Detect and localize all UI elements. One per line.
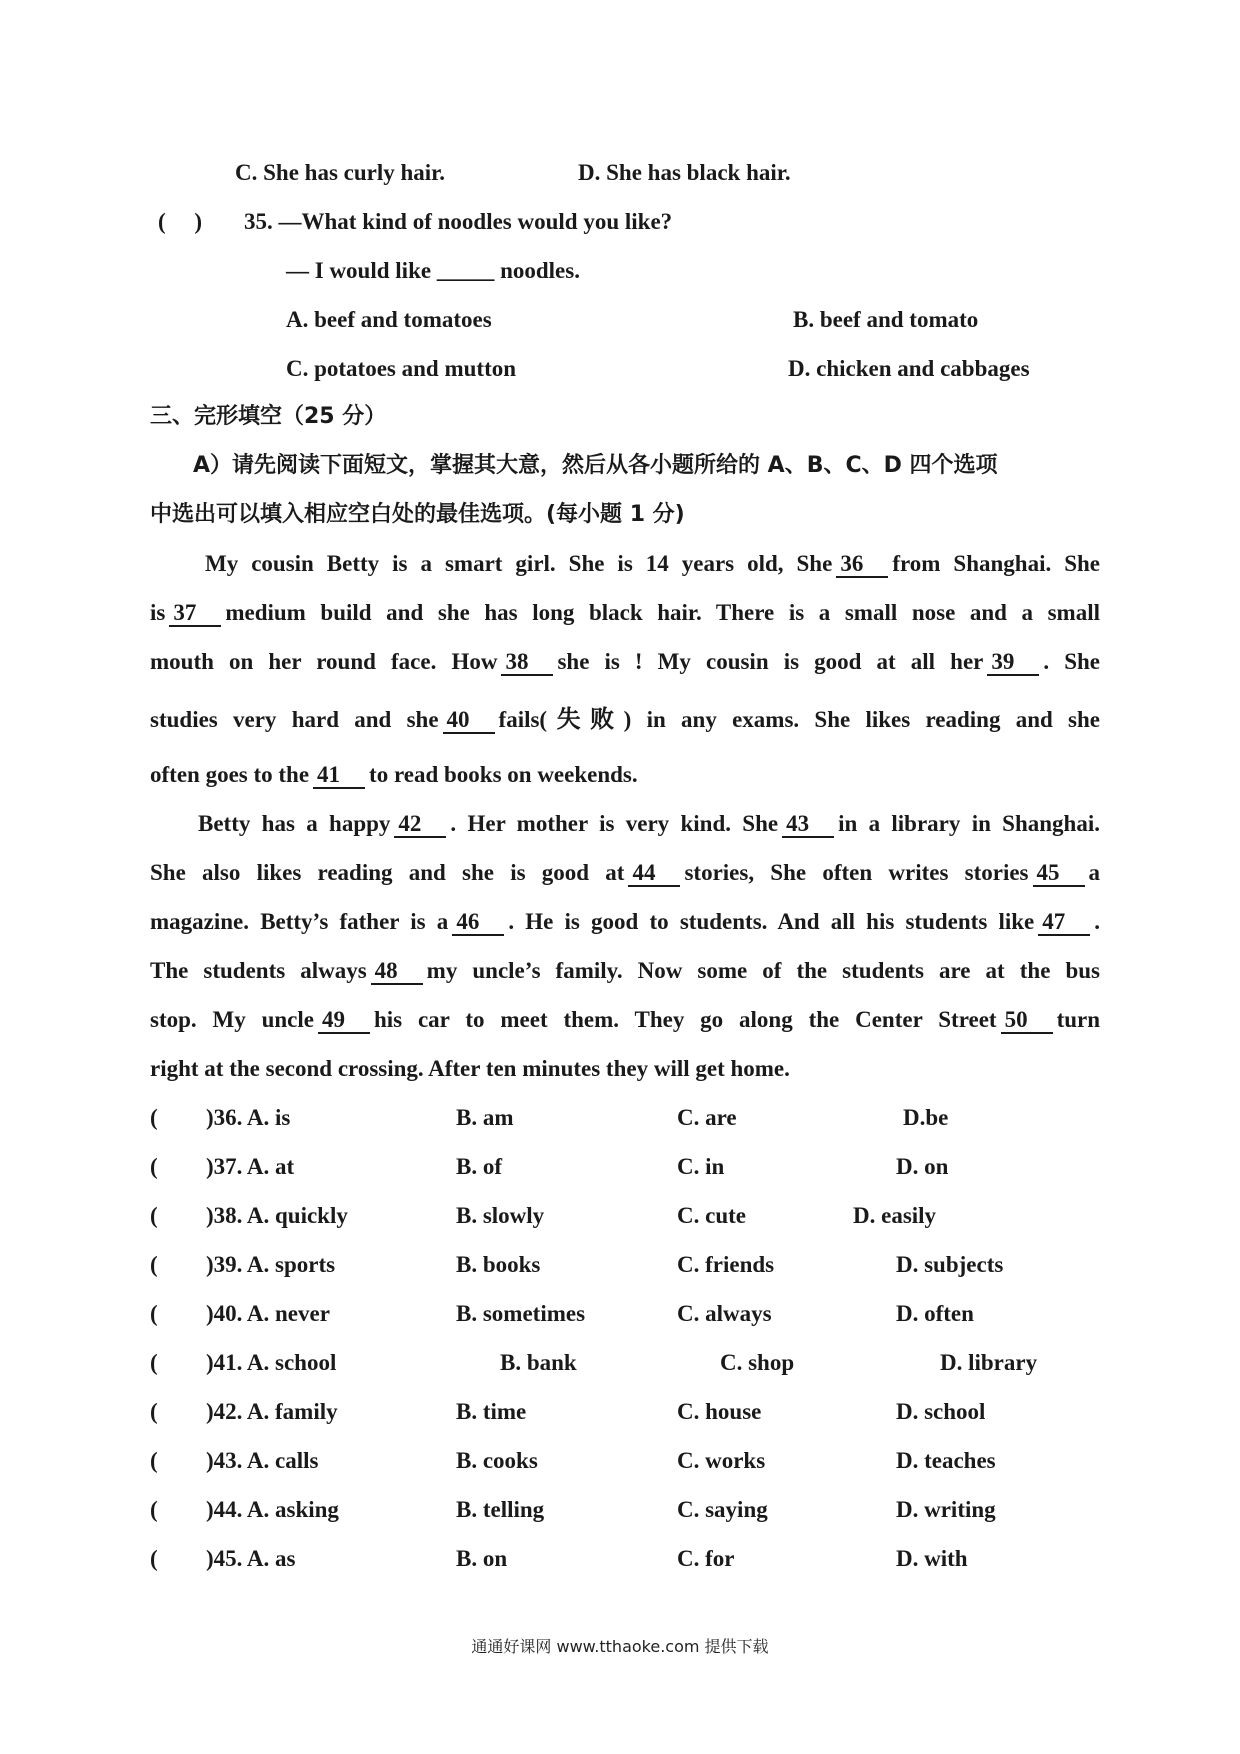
blank-44[interactable]: 44 [628,861,680,887]
choice-38-a: )38. A. quickly [206,1203,348,1228]
choice-40-b: B. sometimes [456,1301,586,1326]
blank-39[interactable]: 39 [987,650,1039,676]
choice-42-a: )42. A. family [206,1399,338,1424]
answer-bracket[interactable]: ( [150,1105,158,1130]
answer-bracket[interactable]: ( [150,1203,158,1228]
choice-37-c: C. in [677,1154,725,1179]
blank-50[interactable]: 50 [1001,1008,1053,1034]
choice-40-a: )40. A. never [206,1301,330,1326]
q35-stem [158,207,672,237]
choice-41-d: D. library [940,1350,1038,1375]
choice-41-a: )41. A. school [206,1350,337,1375]
choice-44-d: D. writing [896,1497,996,1522]
answer-bracket[interactable]: ( [150,1252,158,1277]
q35-option-a: A. beef and tomatoes [286,307,492,332]
choice-44-a: )44. A. asking [206,1497,339,1522]
blank-43[interactable]: 43 [782,812,834,838]
choice-45-c: C. for [677,1546,735,1571]
passage-line: magazine. Betty’s father is a 46 . He is good to students. And all his students like 47 . [150,909,1100,934]
choice-38-c: C. cute [677,1203,746,1228]
blank-45[interactable]: 45 [1033,861,1085,887]
choice-36-d: D.be [903,1105,949,1130]
passage-line: The students always 48 my uncle’s family. Now some of the students are at the bus [150,958,1100,983]
blank-40[interactable]: 40 [443,708,495,734]
choice-36-c: C. are [677,1105,737,1130]
answer-bracket[interactable]: ( [150,1497,158,1522]
choice-43-a: )43. A. calls [206,1448,319,1473]
blank-38[interactable]: 38 [501,650,553,676]
choice-43-d: D. teaches [896,1448,996,1473]
q35-question: 35. —What kind of noodles would you like? [244,209,673,234]
choice-44-c: C. saying [677,1497,768,1522]
section-heading: 三、完形填空（25 分） [150,404,387,429]
blank-41[interactable]: 41 [313,763,365,789]
blank-47[interactable]: 47 [1038,910,1090,936]
answer-bracket[interactable]: ( [150,1154,158,1179]
choice-42-c: C. house [677,1399,762,1424]
answer-bracket[interactable]: ( [150,1301,158,1326]
choice-43-c: C. works [677,1448,766,1473]
choice-38-b: B. slowly [456,1203,545,1228]
passage-line: often goes to the 41 to read books on weekends. [150,762,638,787]
choice-40-d: D. often [896,1301,974,1326]
choice-39-c: C. friends [677,1252,775,1277]
passage-line: is 37 medium build and she has long black hair. There is a small nose and a small [150,600,1100,625]
passage-line: My cousin Betty is a smart girl. She is 14 years old, She 36 from Shanghai. She [205,551,1100,576]
passage-line: She also likes reading and she is good at 44 stories, She often writes stories 45 a [150,860,1100,885]
answer-bracket[interactable]: ( [150,1350,158,1375]
blank-49[interactable]: 49 [318,1008,370,1034]
choice-40-c: C. always [677,1301,772,1326]
passage-line: Betty has a happy 42 . Her mother is very kind. She 43 in a library in Shanghai. [198,811,1100,836]
choice-39-d: D. subjects [896,1252,1004,1277]
blank-48[interactable]: 48 [371,959,423,985]
choice-43-b: B. cooks [456,1448,538,1473]
choice-41-c: C. shop [720,1350,795,1375]
answer-bracket[interactable]: ( ) [158,209,203,234]
choice-45-a: )45. A. as [206,1546,296,1571]
choice-45-b: B. on [456,1546,508,1571]
passage-line: right at the second crossing. After ten minutes they will get home. [150,1056,790,1081]
instruction-line-2: 中选出可以填入相应空白处的最佳选项。(每小题 1 分) [150,502,685,527]
answer-bracket[interactable]: ( [150,1448,158,1473]
choice-37-b: B. of [456,1154,502,1179]
choice-36-a: )36. A. is [206,1105,291,1130]
choice-44-b: B. telling [456,1497,545,1522]
q34-option-c: C. She has curly hair. [235,160,446,185]
choice-41-b: B. bank [500,1350,577,1375]
answer-bracket[interactable]: ( [150,1546,158,1571]
q35-answer-line: — I would like _____ noodles. [286,258,580,283]
instruction-line-1: A）请先阅读下面短文，掌握其大意，然后从各小题所给的 A、B、C、D 四个选项 [193,453,998,478]
choice-39-b: B. books [456,1252,541,1277]
choice-37-a: )37. A. at [206,1154,295,1179]
choice-42-d: D. school [896,1399,986,1424]
q34-option-d: D. She has black hair. [578,160,791,185]
blank-37[interactable]: 37 [169,601,221,627]
blank-42[interactable]: 42 [394,812,446,838]
passage-line: stop. My uncle 49 his car to meet them. They go along the Center Street 50 turn [150,1007,1101,1032]
passage-line: studies very hard and she 40 fails(失败) in any exams. She likes reading and she [150,705,1101,733]
blank-36[interactable]: 36 [836,552,888,578]
blank-46[interactable]: 46 [452,910,504,936]
q35-option-d: D. chicken and cabbages [788,356,1030,381]
footer-watermark: 通通好课网 www.tthaoke.com 提供下载 [471,1637,769,1656]
choice-37-d: D. on [896,1154,949,1179]
choice-36-b: B. am [456,1105,514,1130]
choice-38-d: D. easily [853,1203,937,1228]
answer-bracket[interactable]: ( [150,1399,158,1424]
passage-line: mouth on her round face. How 38 she is ! My cousin is good at all her 39 . She [150,649,1100,674]
choice-45-d: D. with [896,1546,968,1571]
choice-42-b: B. time [456,1399,527,1424]
q35-option-b: B. beef and tomato [793,307,979,332]
q35-option-c: C. potatoes and mutton [286,356,517,381]
choice-39-a: )39. A. sports [206,1252,336,1277]
